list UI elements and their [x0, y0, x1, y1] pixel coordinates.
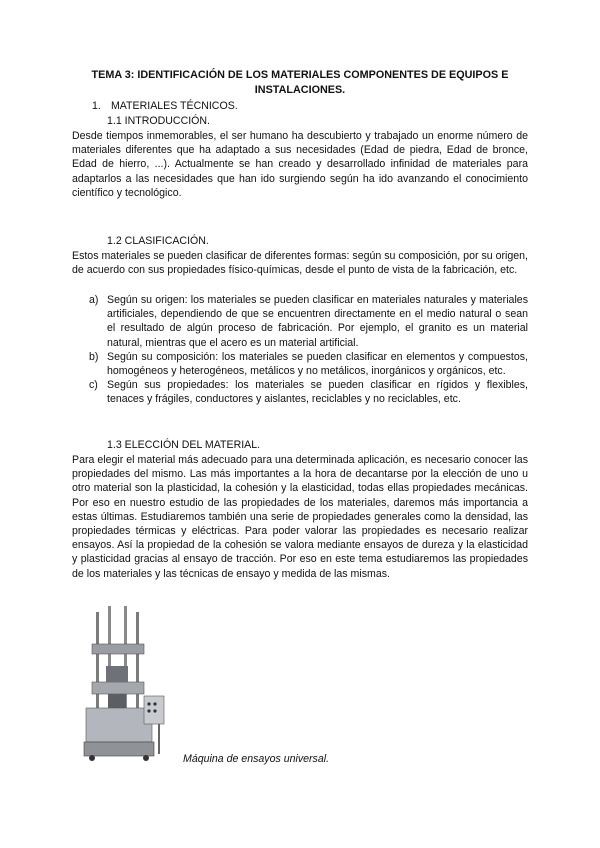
- subsection-heading-choice: 1.3 ELECCIÓN DEL MATERIAL.: [107, 439, 261, 451]
- list-item-text: Según su composición: los materiales se pueden clasificar en elementos y compuestos, homogéneos y heterogéneos, metálicos y no metálicos, inorgánicos y orgánicos, etc.: [107, 350, 528, 378]
- choice-paragraph: Para elegir el material más adecuado para una determinada aplicación, es necesario conocer las propiedades del mismo. Las más importantes a la hora de decantarse por la elección de uno u otro material son la plasticidad, la cohesión y la elasticidad, todas ellas propiedades mecánicas. Por eso en nuestro estudio de las propiedades de los materiales, daremos más importancia a estas últimas. Estudiaremos también una serie de propiedades generales como la densidad, las propiedades térmicas y eléctricas. Para poder valorar las propiedades es necesario realizar ensayos. Así la propiedad de la cohesión se valora mediante ensayos de dureza y la elasticidad y plasticidad gracias al ensayo de tracción. Por eso en este tema estudiaremos las propiedades de los materiales y las técnicas de ensayo y medida de las mismas.: [72, 454, 528, 580]
- section-heading: [92, 99, 238, 113]
- list-item: [72, 378, 528, 406]
- figure-caption: Máquina de ensayos universal.: [183, 753, 330, 765]
- list-item: [72, 293, 528, 350]
- section-label: MATERIALES TÉCNICOS.: [110, 100, 238, 112]
- classification-list: [72, 293, 528, 407]
- subsection-heading-classification: 1.2 CLASIFICACIÓN.: [107, 235, 209, 247]
- list-item-text: Según sus propiedades: los materiales se pueden clasificar en rígidos y flexibles, tenaces y frágiles, conductores y aislantes, reciclables y no reciclables, etc.: [107, 379, 528, 406]
- list-item: [72, 350, 528, 378]
- document-title: TEMA 3: IDENTIFICACIÓN DE LOS MATERIALES COMPONENTES DE EQUIPOS E INSTALACIONES.: [91, 69, 509, 96]
- list-item-text: Según su origen: los materiales se pueden clasificar en materiales naturales y materiales artificiales, dependiendo de que se encuentren directamente en el medio natural o sean el resultado de algún proceso de fabricación. Por ejemplo, el granito es un material natural, mientras que el acero es un material artificial.: [107, 294, 528, 349]
- list-marker: b): [89, 350, 99, 363]
- intro-paragraph: Desde tiempos inmemorables, el ser humano ha descubierto y trabajado un enorme número de materiales diferentes que ha adaptado a sus necesidades (Edad de piedra, Edad de bronce, Edad de hierro, ...). Actualmente se han creado y desarrollado infinidad de materiales para adaptarlos a las necesidades que han ido surgiendo según ha ido avanzando el conocimiento científico y tecnológico.: [72, 130, 528, 199]
- testing-machine-image: [78, 604, 168, 764]
- list-marker: c): [89, 379, 98, 392]
- classification-paragraph: Estos materiales se pueden clasificar de diferentes formas: según su composición, por su origen, de acuerdo con sus propiedades físico-químicas, desde el punto de vista de la fabricación, etc.: [72, 250, 528, 277]
- list-marker: a): [89, 294, 99, 306]
- subsection-heading-intro: 1.1 INTRODUCCIÓN.: [107, 115, 211, 127]
- section-number: 1.: [92, 100, 101, 112]
